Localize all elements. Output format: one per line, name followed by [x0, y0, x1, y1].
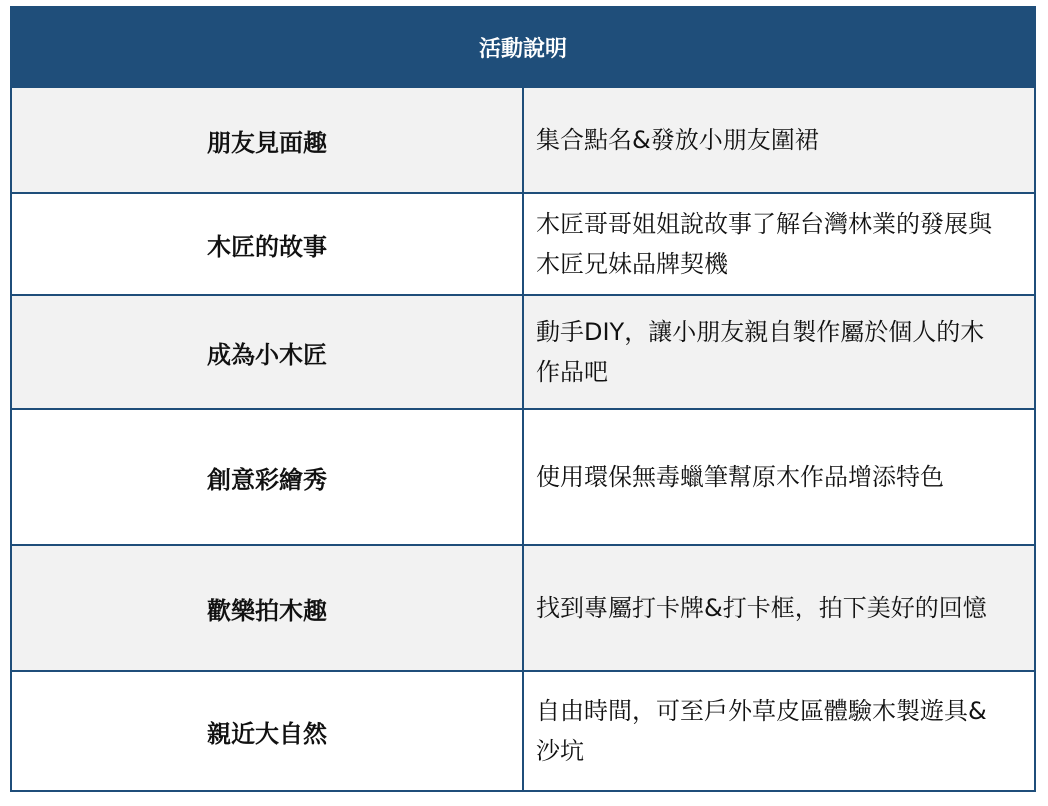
- table-row: [11, 295, 1035, 409]
- activity-title: 親近大自然: [11, 671, 523, 791]
- activity-title: 歡樂拍木趣: [11, 545, 523, 671]
- activity-description: 動手DIY，讓小朋友親自製作屬於個人的木作品吧: [523, 295, 1035, 409]
- table-row: [11, 671, 1035, 791]
- table-row: [11, 409, 1035, 545]
- activity-title: 創意彩繪秀: [11, 409, 523, 545]
- activity-description: 使用環保無毒蠟筆幫原木作品增添特色: [523, 409, 1035, 545]
- activity-description: 集合點名&發放小朋友圍裙: [523, 87, 1035, 193]
- activity-title: 成為小木匠: [11, 295, 523, 409]
- activity-table-container: [10, 6, 1036, 792]
- table-row: [11, 87, 1035, 193]
- table-row: [11, 193, 1035, 295]
- activity-table: [10, 6, 1036, 792]
- activity-description: 找到專屬打卡牌&打卡框，拍下美好的回憶: [523, 545, 1035, 671]
- activity-description: 木匠哥哥姐姐說故事了解台灣林業的發展與木匠兄妹品牌契機: [523, 193, 1035, 295]
- activity-title: 朋友見面趣: [11, 87, 523, 193]
- activity-description: 自由時間，可至戶外草皮區體驗木製遊具&沙坑: [523, 671, 1035, 791]
- table-row: [11, 545, 1035, 671]
- activity-title: 木匠的故事: [11, 193, 523, 295]
- table-header-row: [11, 7, 1035, 87]
- table-header: 活動說明: [11, 7, 1035, 87]
